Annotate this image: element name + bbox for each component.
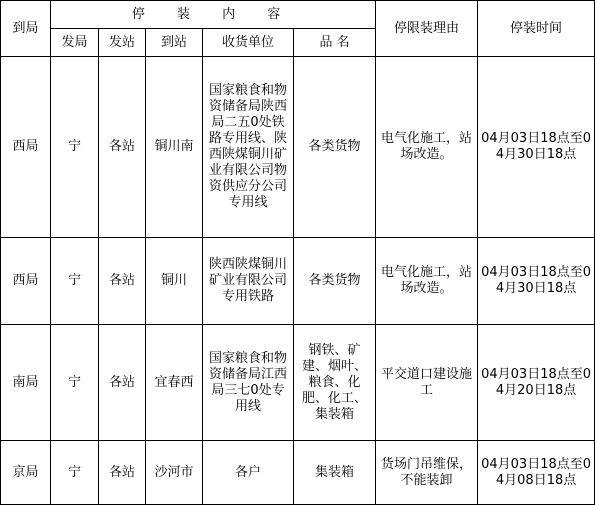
cell-time: 04月03日18点至04月08日18点 [478, 441, 595, 505]
cell-consignee: 国家粮食和物资储备局江西局三七0处专用线 [203, 325, 294, 441]
cell-to-station: 沙河市 [146, 441, 203, 505]
cell-goods: 钢铁、矿建、烟叶、粮食、化肥、化工、集装箱 [294, 325, 376, 441]
header-stop-loading-content: 停 装 内 容 [51, 1, 376, 29]
cell-reason: 货场门吊维保，不能装卸 [376, 441, 478, 505]
table-row [1, 57, 595, 238]
cell-to-station: 铜川南 [146, 57, 203, 238]
cell-from-bureau: 宁 [51, 441, 99, 505]
cell-from-station: 各站 [99, 57, 146, 238]
cell-to-bureau: 南局 [1, 325, 51, 441]
cell-consignee: 各户 [203, 441, 294, 505]
cell-to-station: 宜春西 [146, 325, 203, 441]
header-goods: 品 名 [294, 29, 376, 57]
header-from-station: 发站 [99, 29, 146, 57]
cell-reason: 电气化施工，站场改造。 [376, 238, 478, 325]
cell-from-bureau: 宁 [51, 325, 99, 441]
cell-consignee: 国家粮食和物资储备局陕西局二五0处铁路专用线、陕西陕煤铜川矿业有限公司物资供应分公司专用线 [203, 57, 294, 238]
header-from-bureau: 发局 [51, 29, 99, 57]
cell-from-station: 各站 [99, 325, 146, 441]
cell-goods: 各类货物 [294, 238, 376, 325]
header-consignee: 收货单位 [203, 29, 294, 57]
cell-time: 04月03日18点至04月30日18点 [478, 238, 595, 325]
table-row [1, 238, 595, 325]
cell-time: 04月03日18点至04月20日18点 [478, 325, 595, 441]
cell-goods: 集装箱 [294, 441, 376, 505]
header-to-station: 到站 [146, 29, 203, 57]
cell-to-station: 铜川 [146, 238, 203, 325]
cell-time: 04月03日18点至04月30日18点 [478, 57, 595, 238]
cell-goods: 各类货物 [294, 57, 376, 238]
header-stop-reason: 停限装理由 [376, 1, 478, 57]
table-row [1, 325, 595, 441]
cell-to-bureau: 西局 [1, 57, 51, 238]
cell-from-station: 各站 [99, 441, 146, 505]
cell-from-bureau: 宁 [51, 238, 99, 325]
cell-reason: 平交道口建设施工 [376, 325, 478, 441]
cell-from-bureau: 宁 [51, 57, 99, 238]
table-row [1, 441, 595, 505]
cell-from-station: 各站 [99, 238, 146, 325]
cell-reason: 电气化施工，站场改造。 [376, 57, 478, 238]
cell-to-bureau: 西局 [1, 238, 51, 325]
header-row-1 [1, 1, 595, 29]
cell-to-bureau: 京局 [1, 441, 51, 505]
header-to-bureau: 到局 [1, 1, 51, 57]
header-stop-time: 停装时间 [478, 1, 595, 57]
cell-consignee: 陕西陕煤铜川矿业有限公司专用铁路 [203, 238, 294, 325]
